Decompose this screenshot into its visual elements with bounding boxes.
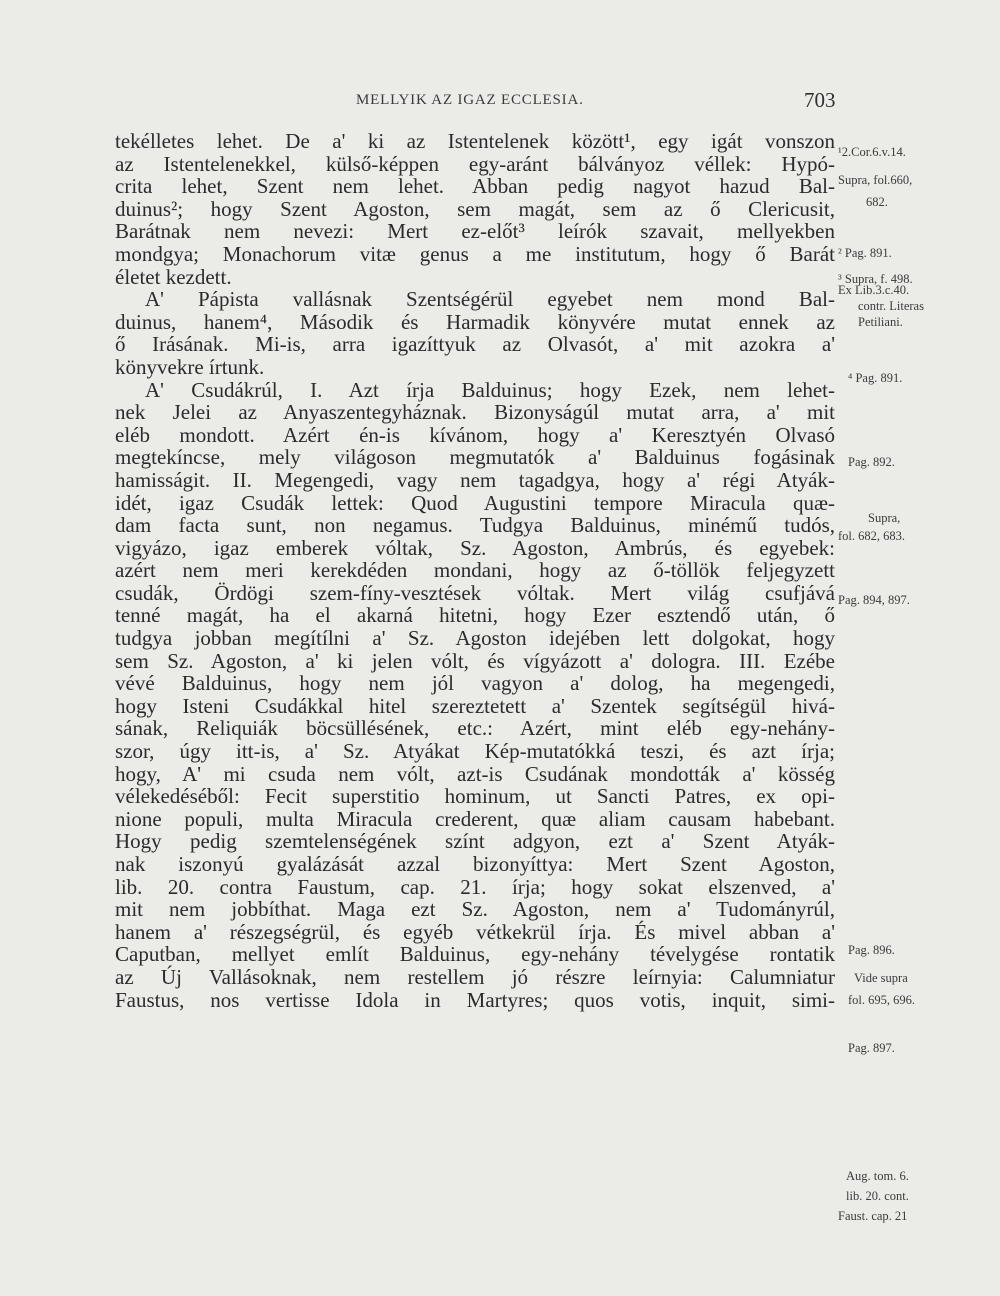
text-line: hogy, A' mi csuda nem vólt, azt-is Csudának mondották a' kösség [115, 761, 835, 786]
text-line: szor, úgy itt-is, a' Sz. Atyákat Kép-mutatókká teszi, és azt írja; [115, 739, 835, 764]
margin-note: ³ Supra, f. 498. [838, 272, 913, 286]
text-line: duinus, hanem⁴, Második és Harmadik könyvére mutat ennek az [115, 309, 835, 334]
text-line: tudgya jobban megítílni a' Sz. Agoston idejében lett dolgokat, hogy [115, 626, 835, 651]
text-line: Faustus, nos vertisse Idola in Martyres; quos votis, inquit, simi- [115, 987, 835, 1012]
margin-note: fol. 695, 696. [848, 993, 916, 1007]
text-line: csudák, Ördögi szem-fíny-vesztések vóltak. Mert világ csufjává [115, 580, 835, 605]
text-line: Barátnak nem nevezi: Mert ez-előt³ leírók szavait, mellyekben [115, 219, 835, 244]
text-line: lib. 20. contra Faustum, cap. 21. írja; hogy sokat elszenved, a' [115, 874, 835, 899]
margin-note: Pag. 896. [848, 943, 895, 957]
margin-note: Pag. 894, 897. [838, 593, 910, 607]
margin-note: ¹2.Cor.6.v.14. [838, 145, 906, 159]
margin-note: lib. 20. cont. [846, 1189, 909, 1203]
main-text-block [115, 130, 835, 1011]
margin-note: Faust. cap. 21 [838, 1209, 908, 1223]
text-line: A' Pápista vallásnak Szentségérül egyebet nem mond Bal- [145, 287, 835, 312]
text-line: megtekíncse, mely világoson megmutatók a' Balduinus fogásinak [115, 445, 835, 470]
page-number: 703 [804, 88, 836, 112]
text-line: ő Irásának. Mi-is, arra igazíttyuk az Olvasót, a' mit azokra a' [115, 332, 835, 357]
margin-note: Supra, [868, 511, 901, 525]
text-line: hogy Isteni Csudákkal hitel szereztetett a' Szentek segítségül hivá- [115, 693, 835, 718]
margin-note: contr. Literas [858, 299, 924, 313]
text-line: tekélletes lehet. De a' ki az Istentelenek között¹, egy igát vonszon [115, 129, 835, 153]
text-line: idét, igaz Csudák lettek: Quod Augustini tempore Miracula quæ- [115, 490, 835, 515]
text-line: hamisságit. II. Megengedi, vagy nem tagadgya, hogy a' régi Atyák- [115, 467, 835, 492]
page-header [0, 88, 1000, 114]
text-line: nione populi, multa Miracula crederent, quæ aliam causam habebant. [115, 806, 835, 831]
margin-note: Vide supra [854, 971, 908, 985]
margin-note: Pag. 897. [848, 1041, 895, 1055]
text-line: az Istentelenekkel, külső-képpen egy-aránt bálványoz véllek: Hypó- [115, 151, 835, 176]
text-line: nek Jelei az Anyaszentegyháznak. Bizonyságúl mutat arra, a' mit [115, 400, 835, 425]
text-line: sának, Reliquiák böcsüllésének, etc.: Azért, mint eléb egy-nehány- [115, 716, 835, 741]
text-line: dam facta sunt, non negamus. Tudgya Balduinus, minémű tudós, [115, 513, 835, 538]
text-line: vélekedéséből: Fecit superstitio hominum, ut Sancti Patres, ex opi- [115, 784, 835, 809]
text-line: sem Sz. Agoston, a' ki jelen vólt, és vígyázott a' dologra. III. Ezébe [115, 648, 835, 673]
text-line: crita lehet, Szent nem lehet. Abban pedig nagyot hazud Bal- [115, 174, 835, 199]
text-line: hanem a' részegségrül, és egyéb vétkekrül írja. És mivel abban a' [115, 919, 835, 944]
text-line: vigyázo, igaz emberek vóltak, Sz. Agoston, Ambrús, és egyebek: [115, 535, 835, 560]
text-line: életet kezdett. [115, 264, 232, 289]
margin-note: Supra, fol.660, [838, 173, 913, 187]
text-line: vévé Balduinus, hogy nem jól vagyon a' dolog, ha megengedi, [115, 671, 835, 696]
margin-note: ⁴ Pag. 891. [848, 371, 903, 385]
margin-note: Petiliani. [858, 315, 903, 329]
text-line: A' Csudákrúl, I. Azt írja Balduinus; hogy Ezek, nem lehet- [145, 377, 835, 402]
text-line: az Új Vallásoknak, nem restellem jó részre leírnyia: Calumniatur [115, 964, 835, 989]
margin-note: 682. [866, 195, 888, 209]
text-line: mit nem jobbíthat. Maga ezt Sz. Agoston, nem a' Tudományrúl, [115, 897, 835, 922]
text-line: mondgya; Monachorum vitæ genus a me institutum, hogy ő Barát [115, 241, 835, 266]
text-line: könyvekre írtunk. [115, 354, 265, 379]
text-line: azért nem meri kerekdéden mondani, hogy az ő-töllök feljegyzett [115, 558, 835, 583]
text-line: Caputban, mellyet említ Balduinus, egy-nehány tévelygése rontatik [115, 942, 835, 967]
text-line: duinus²; hogy Szent Agoston, sem magát, sem az ő Clericusit, [115, 196, 835, 221]
running-title: MELLYIK AZ IGAZ ECCLESIA. [356, 92, 584, 108]
margin-note: ² Pag. 891. [838, 246, 892, 260]
margin-note: Ex Lib.3.c.40. [838, 283, 910, 297]
text-line: Hogy pedig szemtelenségének színt adgyon, ezt a' Szent Atyák- [115, 829, 835, 854]
text-line: nak iszonyú gyalázását azzal bizonyíttya: Mert Szent Agoston, [115, 852, 835, 876]
text-line: eléb mondott. Azért én-is kívánom, hogy a' Keresztyén Olvasó [115, 422, 835, 447]
margin-note: Pag. 892. [848, 455, 895, 469]
margin-note: Aug. tom. 6. [846, 1169, 909, 1183]
margin-note: fol. 682, 683. [838, 529, 906, 543]
text-line: tenné magát, ha el akarná hitetni, hogy Ezer esztendő után, ő [115, 603, 835, 628]
